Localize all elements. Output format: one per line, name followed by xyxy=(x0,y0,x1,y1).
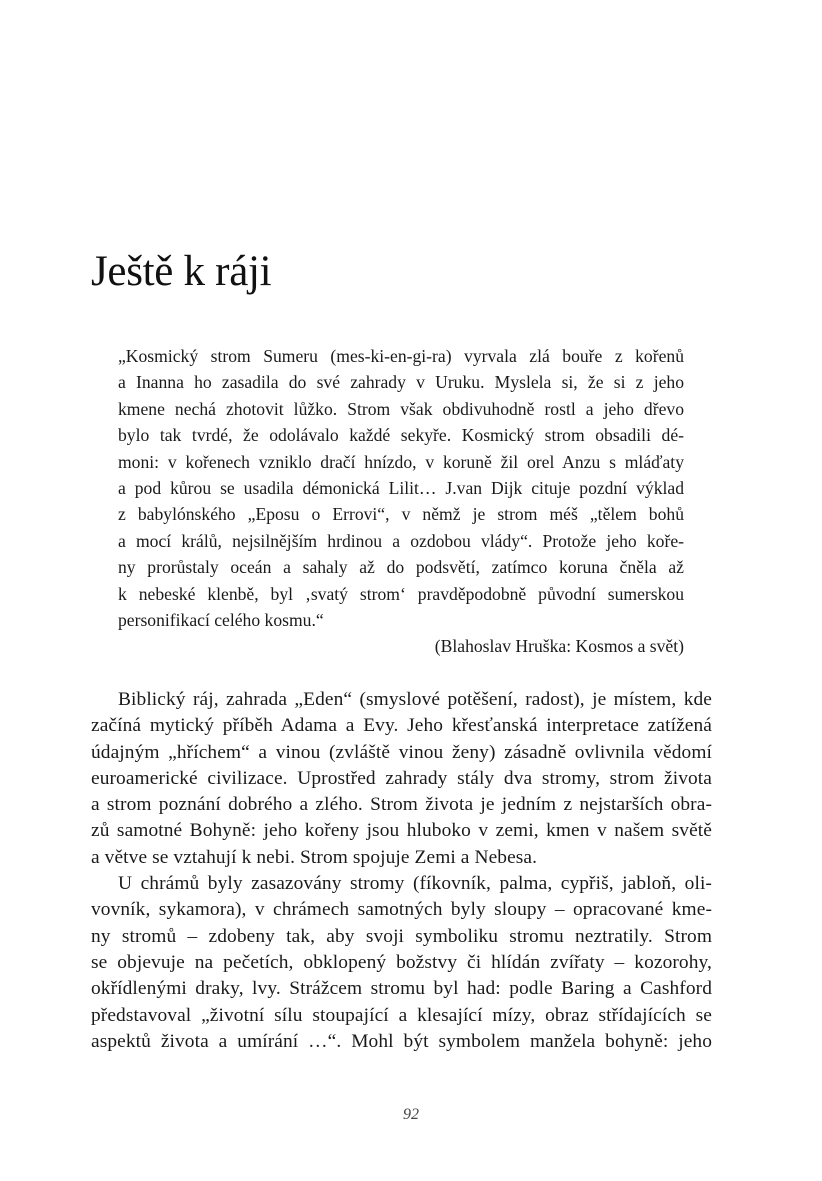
epigraph-line: kmene nechá zhotovit lůžko. Strom však obdivuhodně rostl a jeho dřevo xyxy=(118,398,684,419)
text-line: se objevuje na pečetích, obklopený božstvy či hlídán zvířaty – kozorohy, xyxy=(91,951,712,973)
text-line: U chrámů byly zasazovány stromy (fíkovník, palma, cypřiš, jabloň, oli- xyxy=(118,873,712,895)
epigraph-line: personifikací celého kosmu.“ xyxy=(118,609,324,630)
text-line: aspektů života a umírání …“. Mohl být symbolem manžela bohyně: jeho xyxy=(91,1030,712,1052)
text-line: zů samotné Bohyně: jeho kořeny jsou hluboko v zemi, kmen v našem světě xyxy=(91,820,712,842)
epigraph-line: a Inanna ho zasadila do své zahrady v Uruku. Myslela si, že si z jeho xyxy=(118,372,684,393)
epigraph-line: „Kosmický strom Sumeru (mes-ki-en-gi-ra) vyrvala zlá bouře z kořenů xyxy=(118,346,684,366)
epigraph-line: bylo tak tvrdé, že odolávalo každé sekyře. Kosmický strom obsadili dé- xyxy=(118,425,684,446)
paragraph-1 xyxy=(91,687,712,871)
epigraph-line: a mocí králů, nejsilnějším hrdinou a ozdobou vlády“. Protože jeho koře- xyxy=(118,530,684,551)
chapter-title: Ještě k ráji xyxy=(91,248,272,295)
epigraph-line: k nebeské klenbě, byl ‚svatý strom‘ pravděpodobně původní sumerskou xyxy=(118,583,684,604)
epigraph-attribution: (Blahoslav Hruška: Kosmos a svět) xyxy=(434,636,684,657)
text-line: Biblický ráj, zahrada „Eden“ (smyslové potěšení, radost), je místem, kde xyxy=(118,689,712,710)
epigraph-line: ny prorůstaly oceán a sahaly až do podsvětí, zatímco koruna čněla až xyxy=(118,557,684,578)
epigraph-line: a pod kůrou se usadila démonická Lilit… J.van Dijk cituje pozdní výklad xyxy=(118,477,684,498)
text-line: údajným „hříchem“ a vinou (zvláště vinou ženy) zásadně ovlivnila vědomí xyxy=(91,741,712,763)
page-number: 92 xyxy=(403,1106,419,1123)
text-line: euroamerické civilizace. Uprostřed zahrady stály dva stromy, strom života xyxy=(91,767,712,789)
text-line: ny stromů – zdobeny tak, aby svoji symboliku stromu neztratily. Strom xyxy=(91,925,712,947)
text-line: a větve se vztahují k nebi. Strom spojuje Zemi a Nebesa. xyxy=(91,846,538,868)
text-line: představoval „životní sílu stoupající a klesající mízy, obraz střídajících se xyxy=(91,1004,712,1026)
text-line: vovník, sykamora), v chrámech samotných byly sloupy – opracované kme- xyxy=(91,899,712,921)
paragraph-2 xyxy=(91,871,712,1055)
text-line: okřídlenými draky, lvy. Strážcem stromu byl had: podle Baring a Cashford xyxy=(91,978,712,1000)
text-line: začíná mytický příběh Adama a Evy. Jeho křesťanská interpretace zatížená xyxy=(91,715,712,737)
epigraph-quote xyxy=(118,343,684,660)
text-line: a strom poznání dobrého a zlého. Strom života je jedním z nejstarších obra- xyxy=(91,794,712,816)
body-text xyxy=(91,687,712,1055)
epigraph-line: moni: v kořenech vzniklo dračí hnízdo, v koruně žil orel Anzu s mláďaty xyxy=(118,451,684,472)
epigraph-line: z babylónského „Eposu o Errovi“, v němž je strom méš „tělem bohů xyxy=(118,504,684,525)
